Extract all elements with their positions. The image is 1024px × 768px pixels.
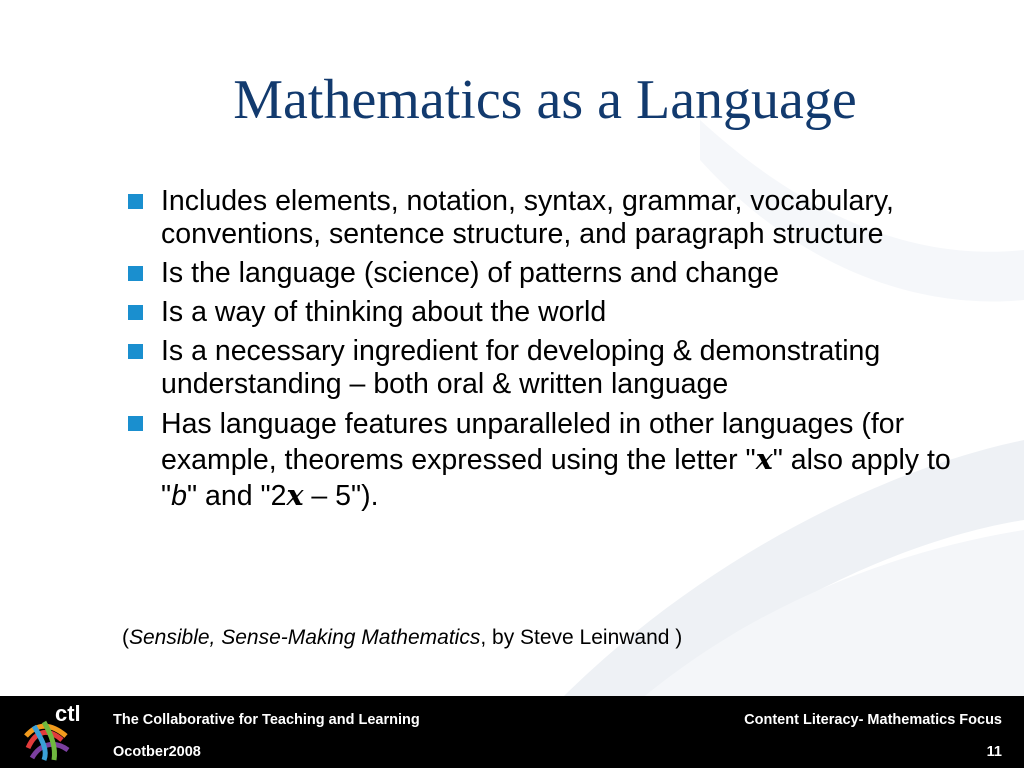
bullet-list: [125, 185, 965, 520]
footer-organization: The Collaborative for Teaching and Learning: [113, 712, 420, 728]
square-bullet-icon: [128, 266, 143, 281]
slide-title: Mathematics as a Language: [233, 69, 857, 131]
bullet-item: [125, 296, 965, 329]
bullet-item: [125, 185, 965, 251]
bullet-text-part: " also apply to ": [161, 444, 951, 512]
footer-page-number: 11: [986, 744, 1002, 760]
ctl-logo-icon: [22, 700, 94, 764]
bullet-item: [125, 257, 965, 290]
bullet-text-part: – 5").: [303, 480, 379, 512]
citation-author: , by Steve Leinwand ): [480, 626, 683, 649]
math-variable: b: [171, 480, 187, 512]
citation-work-title: Sensible, Sense-Making Mathematics: [129, 626, 481, 649]
bullet-item: [125, 407, 965, 514]
footer-course-title: Content Literacy- Mathematics Focus: [744, 712, 1002, 728]
square-bullet-icon: [128, 194, 143, 209]
bullet-text: Is a necessary ingredient for developing & demonstrating understanding – both oral & written language: [161, 335, 881, 400]
square-bullet-icon: [128, 344, 143, 359]
square-bullet-icon: [128, 416, 143, 431]
bullet-item: [125, 335, 965, 401]
bullet-text-part: " and "2: [186, 480, 287, 512]
citation: [122, 626, 682, 650]
citation-open: (: [122, 626, 129, 649]
math-variable: x: [755, 442, 773, 476]
footer-date: Ocotber2008: [113, 744, 201, 760]
square-bullet-icon: [128, 305, 143, 320]
bullet-text: Includes elements, notation, syntax, grammar, vocabulary, conventions, sentence structure, and paragraph structure: [161, 185, 894, 250]
bullet-text: Is a way of thinking about the world: [161, 296, 607, 328]
logo-text: ctl: [55, 701, 81, 726]
bullet-text: Is the language (science) of patterns and change: [161, 257, 779, 289]
bullet-text-part: Has language features unparalleled in other languages (for example, theorems expressed using the letter ": [161, 408, 905, 476]
math-variable: x: [286, 478, 304, 512]
bullet-text: [161, 408, 951, 512]
footer-bar: [0, 696, 1024, 768]
